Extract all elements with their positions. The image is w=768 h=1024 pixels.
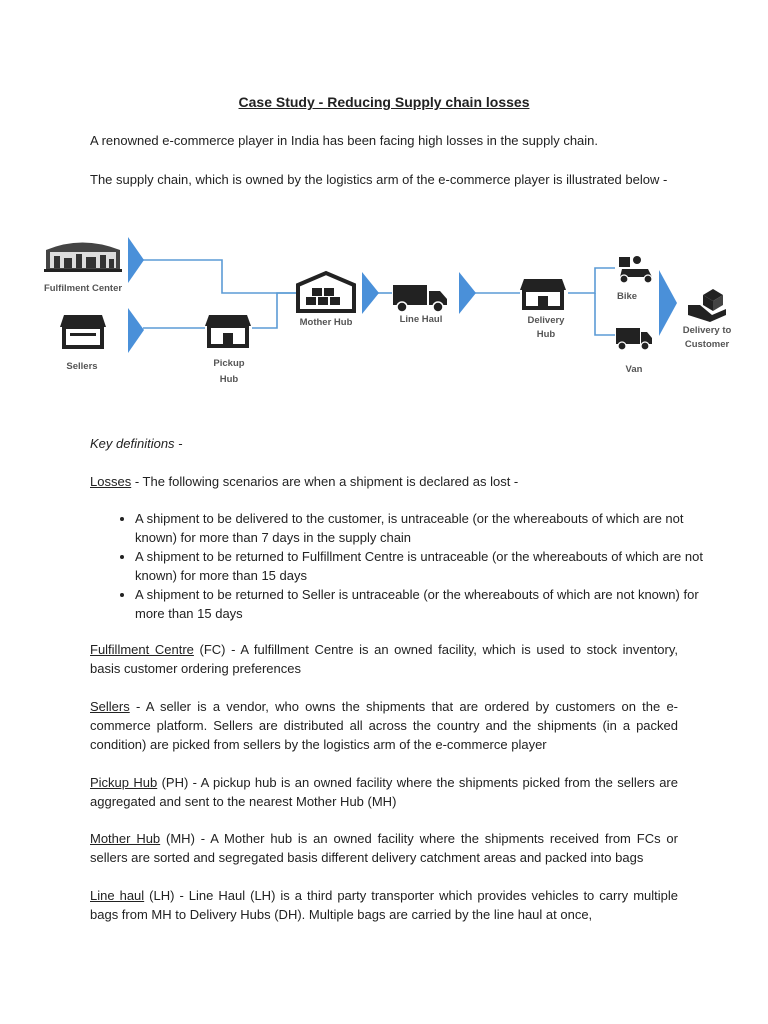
fc-term: Fulfillment Centre [90,642,194,657]
mother-hub-icon [298,273,354,311]
hand-package-icon [688,289,726,322]
mother-hub-term: Mother Hub [90,831,161,846]
store-icon-pickup-hub [205,315,251,346]
delivery-customer-label-1: Delivery to [682,325,732,336]
list-item: • A shipment to be delivered to the customer, is untraceable (or the whereabouts of which are not known) for more than 7 days in the supply chain [135,509,723,547]
supply-chain-diagram [0,225,768,395]
losses-term: Losses [90,474,132,489]
sellers-term: Sellers [90,699,130,714]
supply-chain-intro: The supply chain, which is owned by the logistics arm of the e-commerce player is illustrated below - [90,172,668,187]
pickup-hub-text: (PH) - A pickup hub is an owned facility where the shipments picked from the sellers are aggregated and sent to the nearest Mother Hub (MH) [90,775,678,809]
intro-paragraph: A renowned e-commerce player in India has been facing high losses in the supply chain. [90,133,599,148]
fc-definition [90,640,678,678]
arrow-mother-hub [362,272,379,314]
mother-hub-definition [90,829,678,867]
delivery-hub-label-2: Hub [536,329,556,340]
delivery-customer-label-2: Customer [684,339,730,350]
arrow-delivery [659,270,677,336]
pickup-hub-term: Pickup Hub [90,775,158,790]
key-definitions-heading: Key definitions - [90,436,183,451]
sellers-label: Sellers [66,361,98,372]
mother-hub-text: (MH) - A Mother hub is an owned facility where the shipments received from FCs or sellers are sorted and segregated basis different delivery catchment areas and packed into bags [90,831,678,865]
page-title: Case Study - Reducing Supply chain losses [238,94,530,110]
van-icon [616,328,652,350]
fulfilment-center-label: Fulfilment Center [43,283,123,294]
arrow-sellers [128,308,144,353]
store-icon-sellers [60,315,106,347]
line-haul-definition [90,886,678,924]
losses-text: - The following scenarios are when a shipment is declared as lost - [131,474,519,489]
arrow-line-haul [459,272,476,314]
list-item: • A shipment to be returned to Seller is untraceable (or the whereabouts of which are not known) for more than 15 days [135,585,723,623]
store-icon-delivery-hub [520,279,566,308]
line-haul-label: Line Haul [399,314,443,325]
pickup-hub-definition [90,773,678,811]
sellers-definition [90,697,678,754]
bike-label: Bike [616,291,638,302]
pickup-hub-label-1: Pickup [213,358,245,369]
list-item: • A shipment to be returned to Fulfillment Centre is untraceable (or the whereabouts of which are not known) for more than 15 days [135,547,723,585]
van-label: Van [625,364,643,375]
pickup-hub-label-2: Hub [219,374,239,385]
warehouse-icon [44,243,122,273]
bike-icon [619,256,652,283]
fc-text: (FC) - A fulfillment Centre is an owned facility, which is used to stock inventory, basis customer ordering preferences [90,642,678,676]
losses-definition [90,472,678,491]
sellers-text: - A seller is a vendor, who owns the shipments that are ordered by customers on the e-commerce platform. Sellers are distributed all across the country and the shipments (in a packed condition) are picked from sellers by the logistics arm of the e-commerce player [90,699,678,752]
mother-hub-label: Mother Hub [299,317,353,328]
line-haul-term: Line haul [90,888,145,903]
arrow-fulfilment [128,237,144,283]
losses-bullet-list [90,509,723,623]
truck-icon [393,285,447,312]
line-haul-text: (LH) - Line Haul (LH) is a third party transporter which provides vehicles to carry multiple bags from MH to Delivery Hubs (DH). Multiple bags are carried by the line haul at once, [90,888,678,922]
delivery-hub-label-1: Delivery [527,315,565,326]
